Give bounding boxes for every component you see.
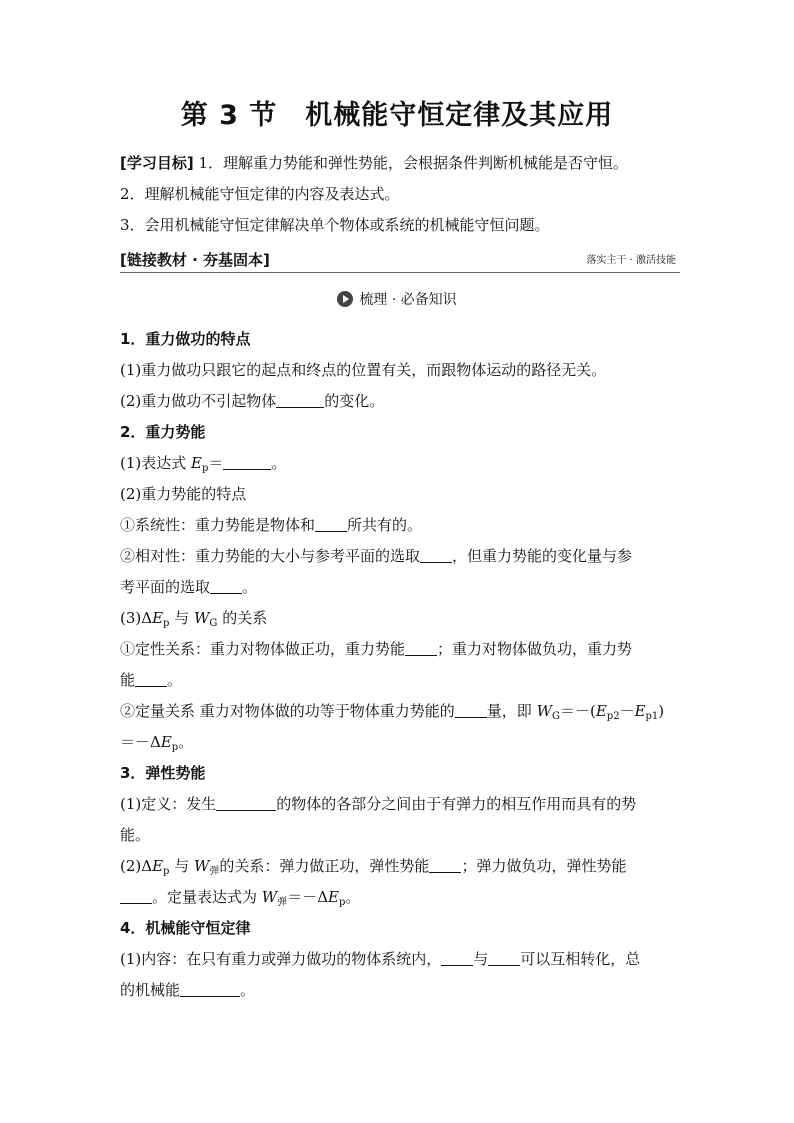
text-line: ②定量关系 重力对物体做的功等于物体重力势能的 量，即 $W_G=-(E_{p2}-E_{p1})$ [120, 702, 665, 722]
objective-1: [学习目标] 1．理解重力势能和弹性势能，会根据条件判断机械能是否守恒。 [120, 154, 629, 172]
section-bar [120, 250, 680, 273]
fill-blank [420, 546, 452, 563]
objective-2: 2．理解机械能守恒定律的内容及表达式。 [120, 185, 400, 203]
fill-blank [488, 949, 520, 966]
text-line: 。定量表达式为 $W_弹=-\Delta E_p$。 [120, 886, 680, 914]
objective-3: 3．会用机械能守恒定律解决单个物体或系统的机械能守恒问题。 [120, 216, 550, 234]
text-line: (1)表达式 $E_p=$ 。 [120, 454, 287, 474]
text-line: 能 。 [120, 671, 183, 689]
fill-blank [455, 701, 487, 718]
fill-blank [135, 670, 167, 687]
play-circle-icon [337, 291, 353, 307]
text-line: $=-\Delta E_p$。 [120, 733, 194, 753]
text-line: $(2)\Delta E_p$ 与 $W_弹$的关系：弹力做正功，弹性势能 ；弹力做负功，弹性势能 [120, 857, 627, 877]
fill-blank [441, 949, 473, 966]
text-line: (2)重力势能的特点 [120, 485, 247, 503]
text-line: 能。 [120, 826, 151, 844]
text-line: (1)重力做功只跟它的起点和终点的位置有关，而跟物体运动的路径无关。 [120, 361, 607, 379]
knowledge-subheading: 梳理 · 必备知识 [0, 290, 794, 310]
text-line: 考平面的选取 。 [120, 578, 258, 596]
page-title: 第 3 节 机械能守恒定律及其应用 [180, 100, 614, 131]
text-line: (1)定义：发生 的物体的各部分之间由于有弹力的相互作用而具有的势 [120, 795, 637, 813]
objectives-label: [学习目标] [120, 154, 194, 172]
fill-blank [315, 515, 347, 532]
heading-gravitational-pe: 2．重力势能 [120, 423, 206, 441]
text-line: ①定性关系：重力对物体做正功，重力势能 ；重力对物体做负功，重力势 [120, 640, 633, 658]
text-line: (1)内容：在只有重力或弹力做功的物体系统内， 与 可以互相转化，总 [120, 950, 641, 968]
heading-elastic-pe: 3．弹性势能 [120, 764, 206, 782]
heading-gravity-work: 1．重力做功的特点 [120, 330, 251, 348]
section-title: [链接教材 · 夯基固本] [120, 251, 270, 269]
fill-blank [120, 887, 152, 904]
heading-conservation-law: 4．机械能守恒定律 [120, 919, 251, 937]
fill-blank [216, 794, 276, 811]
text-line: 的机械能 。 [120, 981, 256, 999]
text-line: ①系统性：重力势能是物体和 所共有的。 [120, 516, 423, 534]
fill-blank [405, 639, 437, 656]
fill-blank [210, 577, 242, 594]
fill-blank [223, 453, 271, 470]
section-tagline: 落实主干 · 激活技能 [586, 255, 676, 266]
fill-blank [276, 391, 324, 408]
fill-blank [429, 856, 461, 873]
text-line: ②相对性：重力势能的大小与参考平面的选取 ，但重力势能的变化量与参 [120, 547, 633, 565]
fill-blank [180, 980, 240, 997]
text-line: $(3)\Delta E_p$ 与 $W_G$ 的关系 [120, 609, 268, 629]
text-line: (2)重力做功不引起物体 的变化。 [120, 392, 385, 410]
